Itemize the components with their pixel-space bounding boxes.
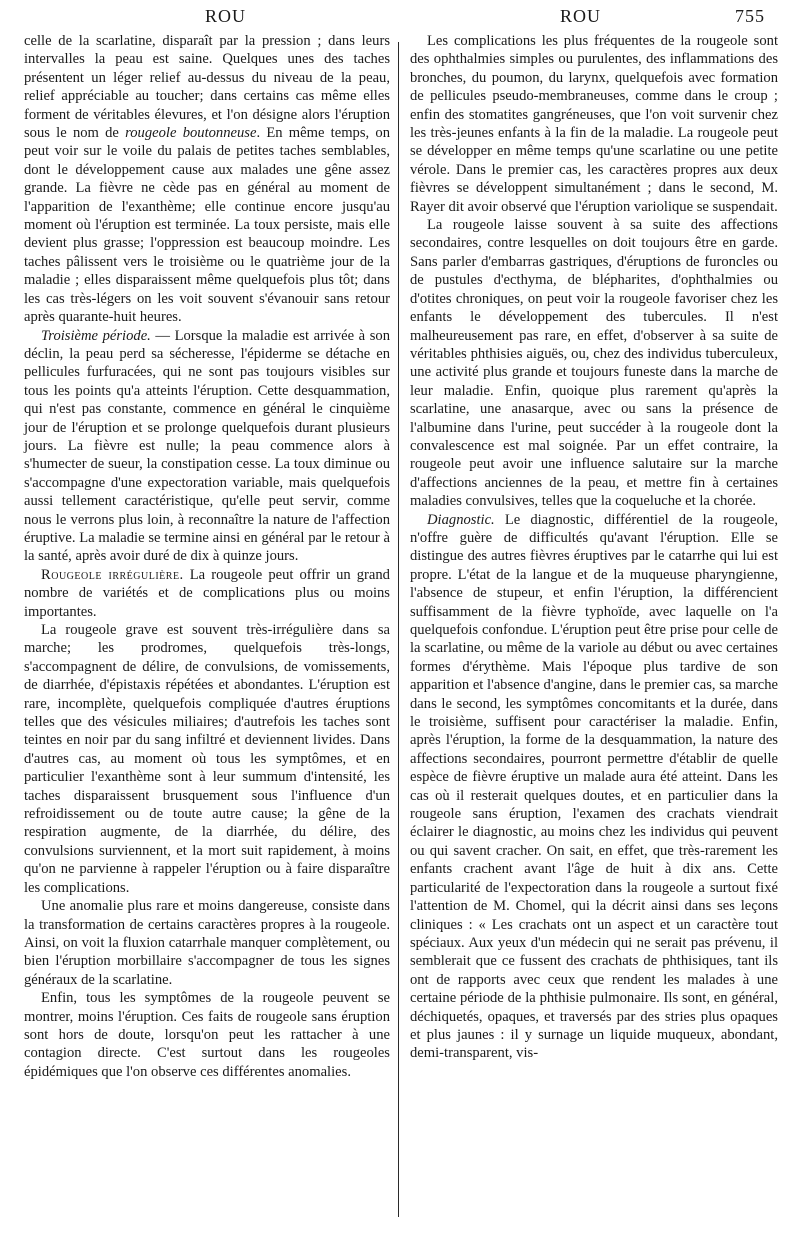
running-head-right: ROU [560, 6, 602, 26]
section-heading-irregular: Rougeole irrégulière. [41, 566, 184, 583]
page-number: 755 [735, 6, 765, 26]
paragraph-irregular-measles: Rougeole irrégulière. La rougeole peut offrir un grand nombre de variétés et de complications plus ou moins importantes. [24, 566, 390, 620]
running-head-left: ROU [205, 6, 247, 26]
paragraph-complications: Les complications les plus fréquentes de la rougeole sont des ophthalmies simples ou purulentes, des inflammations des bronches, du poumon, du larynx, quelquefois avec formation de pellicules pseudo-membraneuses, comme dans le croup ; enfin des stomatites gangréneuses, que l'on voit survenir chez les très-jeunes enfants à la fin de la maladie. La rougeole peut se développer en même temps qu'une scarlatine ou une petite vérole. Dans le premier cas, les caractères propres aux deux fièvres se développent simultanément ; dans le second, M. Rayer dit avoir observé que l'éruption variolique se suspendait. [410, 33, 778, 215]
paragraph-diagnosis: Diagnostic. Le diagnostic, différentiel de la rougeole, n'offre guère de difficultés qu'avant l'éruption. Elle se distingue des autres fièvres éruptives par le catarrhe qui lui est propre. L'état de la langue et de la muqueuse pharyngienne, l'absence de stupeur, et enfin l'éruption, la différencient suffisamment de la fièvre typhoïde, avec laquelle on l'a quelquefois confondue. L'éruption peut être prise pour celle de la scarlatine, ou même de la variole au début ou avec certaines formes d'érythème. Mais l'époque plus tardive de son apparition et l'absence d'angine, dans le premier cas, sa marche dans le second, les symptômes concomitants et la durée, dans le troisième, suffisent pour caractériser la maladie. Enfin, après l'éruption, la forme de la desquammation, la nature des affections secondaires, pourront permettre d'établir de quelle espèce de fièvre éruptive un malade aura été atteint. Dans les cas où il resterait quelques doutes, et en particulier dans la rougeole sans éruption, l'examen des crachats viendrait éclairer le diagnostic, au moins chez les individus qui peuvent ou qui savent cracher. On sait, en effet, que très-rarement les enfants crachent avant l'âge de huit à dix ans. Cette particularité de l'expectoration dans la rougeole a surtout fixé l'attention de M. Chomel, qui la décrit ainsi dans ses leçons cliniques : « Les crachats ont un aspect et un caractère tout spéciaux. Aux yeux d'un médecin qui ne serait pas prévenu, il semblerait que ce fussent des crachats de phthisiques, tant ils ont de rapports avec ceux que rendent les malades à une certaine période de la phthisie pulmonaire. Ils sont, en général, déchiquetés, opaques, et traversés par des stries plus opaques et plus jaunes : il y surnage un liquide muqueux, abondant, demi-transparent, vis- [410, 511, 778, 1062]
italic-term: rougeole boutonneuse [125, 125, 257, 142]
paragraph-secondary-affections: La rougeole laisse souvent à sa suite des affections secondaires, contre lesquelles on doit toujours être en garde. Sans parler d'embarras gastriques, d'éruptions de furoncles ou de pustules d'ecthyma, de blépharites, d'ophthalmies ou d'otites chroniques, on peut voir la rougeole favoriser chez les enfants le développement des tubercules. Il n'est malheureusement pas rare, en effet, d'observer à sa suite de véritables phthisies aiguës, ou, chez des individus tuberculeux, une activité plus grande et toujours funeste dans la marche de leur maladie. Enfin, quoique plus rarement qu'après la scarlatine, une anasarque, avec ou sans la présence de l'albumine dans l'urine, peut succéder à la rougeole dont la convalescence est mal soignée. Par un effet contraire, la rougeole peut avoir une influence salutaire sur la marche d'affections anciennes de la peau, et mettre fin à certaines maladies convulsives, telles que la coqueluche et la chorée. [410, 217, 778, 510]
column-divider [398, 42, 399, 1217]
paragraph-third-period: Troisième période. — Lorsque la maladie est arrivée à son déclin, la peau perd sa sécheresse, l'épiderme se détache en pellicules furfuracées, qui ne sont pas toujours visibles sur tous les points qu'a atteints l'éruption. Cette desquammation, qui n'est pas constante, commence en général le cinquième jour de l'éruption et se prolonge quelquefois durant plusieurs jours. La fièvre est nulle; la peau commence alors à s'humecter de sueur, la constipation cesse. La toux diminue ou s'accompagne d'une expectoration variable, mais quelquefois aussi tellement caractéristique, qu'elle peut servir, comme nous le verrons plus loin, à reconnaître la nature de l'affection éruptive. La maladie se termine ainsi en général par le retour à la santé, après avoir duré de dix à quinze jours. [24, 327, 390, 565]
paragraph-without-eruption: Enfin, tous les symptômes de la rougeole peuvent se montrer, moins l'éruption. Ces faits de rougeole sans éruption sont hors de doute, lorsqu'on peut les rattacher à une contagion directe. C'est surtout dans les rougeoles épidémiques que l'on observe ces différentes anomalies. [24, 990, 390, 1080]
right-column [410, 32, 778, 1063]
section-heading-third-period: Troisième période. [41, 327, 151, 344]
paragraph-severe-measles: La rougeole grave est souvent très-irrégulière dans sa marche; les prodromes, quelquefois très-longs, s'accompagnent de délire, de convulsions, de vomissements, de diarrhée, d'épistaxis répétées et abondantes. L'éruption est rare, incomplète, quelquefois compliquée d'autres éruptions telles que des vésicules miliaires; d'autrefois les taches sont teintes en noir par du sang infiltré et deviennent livides. Dans d'autres cas, au moment où tous les symptômes, et en particulier l'exanthème sont à leur summum d'intensité, les taches disparaissent brusquement sous l'influence d'un refroidissement ou de toute autre cause; la gêne de la respiration augmente, de la diarrhée, du délire, des convulsions surviennent, et la mort suit rapidement, à moins qu'on ne parvienne à rappeler l'éruption ou à faire disparaître les complications. [24, 622, 390, 896]
left-column [24, 32, 390, 1081]
paragraph-anomaly: Une anomalie plus rare et moins dangereuse, consiste dans la transformation de certains caractères propres à la rougeole. Ainsi, on voit la fluxion catarrhale manquer complètement, ou bien l'éruption morbillaire s'accompagner de tous les signes généraux de la scarlatine. [24, 898, 390, 988]
section-heading-diagnostic: Diagnostic. [427, 511, 495, 528]
paragraph-eruption-continued: celle de la scarlatine, disparaît par la pression ; dans leurs intervalles la peau est saine. Quelques unes des taches présentent un léger relief au-dessus du niveau de la peau, relief appréciable au toucher; dans certains cas même elles forment de véritables élevures, et l'on désigne alors l'éruption sous le nom de rougeole boutonneuse. En même temps, on peut voir sur le voile du palais de petites taches semblables, dont le développement cause aux malades une gêne assez grande. La fièvre ne cède pas en général au moment de l'apparition de l'exanthème; elle continue encore jusqu'au moment où l'éruption est terminée. La toux persiste, mais elle devient plus grasse; l'oppression est beaucoup moindre. Les taches pâlissent vers le troisième ou le quatrième jour de la maladie ; elles disparaissent même quelquefois plus tôt; dans les cas très-légers on les voit souvent s'évanouir sans retour après quarante-huit heures. [24, 33, 391, 326]
